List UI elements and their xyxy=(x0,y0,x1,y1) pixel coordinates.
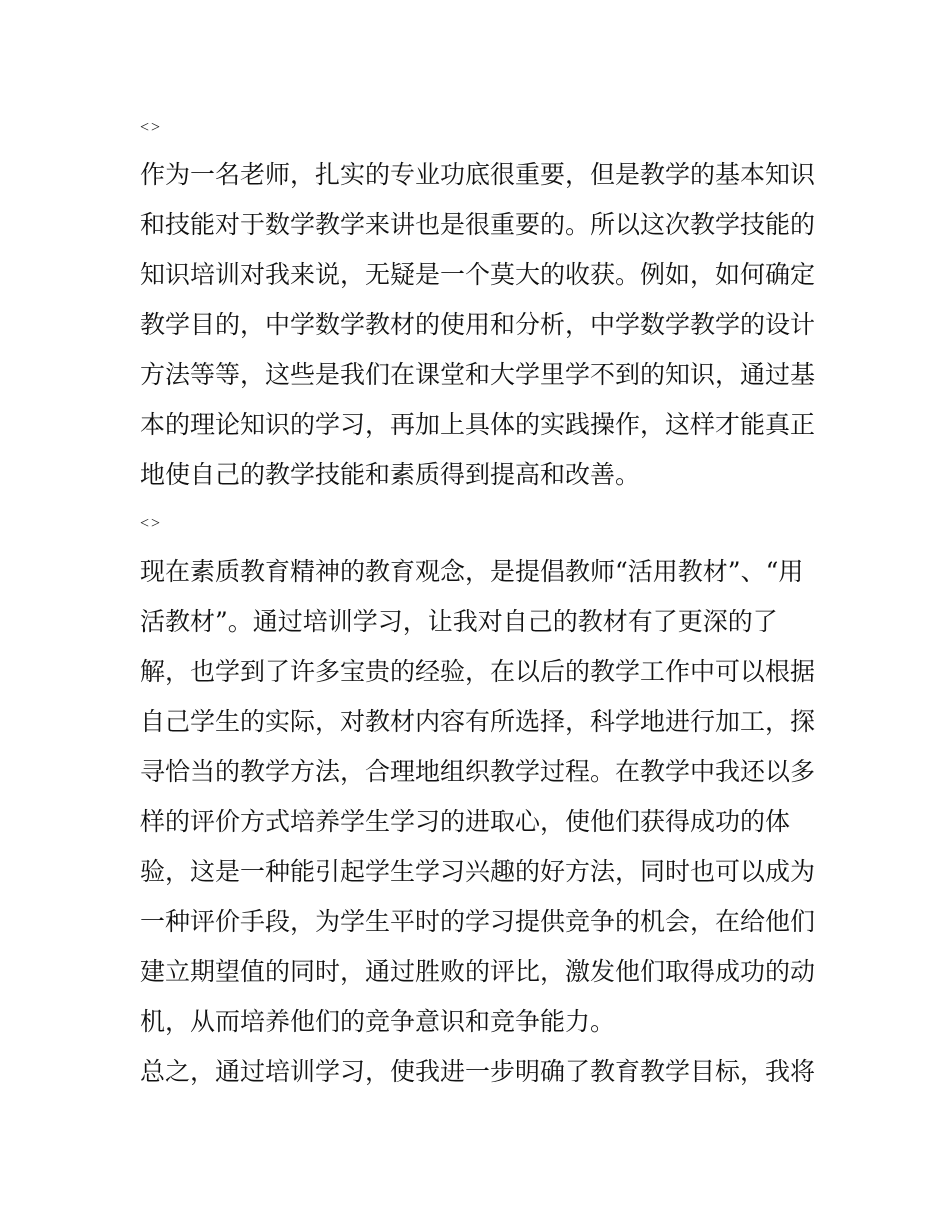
text-line: 教学目的，中学数学教材的使用和分析，中学数学教学的设计 xyxy=(140,310,816,339)
text-line: 作为一名老师，扎实的专业功底很重要，但是教学的基本知识 xyxy=(140,160,816,189)
text-line: 地使自己的教学技能和素质得到提高和改善。 xyxy=(140,460,641,489)
text-line: 一种评价手段，为学生平时的学习提供竞争的机会，在给他们 xyxy=(140,907,816,936)
text-line: 总之，通过培训学习，使我进一步明确了教育教学目标，我将 xyxy=(140,1057,816,1086)
section-marker: <> xyxy=(140,515,163,532)
text-line: 和技能对于数学教学来讲也是很重要的。所以这次教学技能的 xyxy=(140,210,816,239)
section-marker: <> xyxy=(140,119,163,136)
text-line: 活教材”。通过培训学习，让我对自己的教材有了更深的了 xyxy=(140,607,778,636)
text-line: 样的评价方式培养学生学习的进取心，使他们获得成功的体 xyxy=(140,807,791,836)
text-line: 建立期望值的同时，通过胜败的评比，激发他们取得成功的动 xyxy=(140,957,816,986)
text-line: 寻恰当的教学方法，合理地组织教学过程。在教学中我还以多 xyxy=(140,757,816,786)
text-line: 解，也学到了许多宝贵的经验，在以后的教学工作中可以根据 xyxy=(140,657,816,686)
text-line: 现在素质教育精神的教育观念，是提倡教师“活用教材”、“用 xyxy=(140,557,804,586)
text-line: 验，这是一种能引起学生学习兴趣的好方法，同时也可以成为 xyxy=(140,857,816,886)
text-line: 本的理论知识的学习，再加上具体的实践操作，这样才能真正 xyxy=(140,410,816,439)
text-line: 知识培训对我来说，无疑是一个莫大的收获。例如，如何确定 xyxy=(140,260,816,289)
text-line: 方法等等，这些是我们在课堂和大学里学不到的知识，通过基 xyxy=(140,360,816,389)
text-line: 机，从而培养他们的竞争意识和竞争能力。 xyxy=(140,1007,616,1036)
text-line: 自己学生的实际，对教材内容有所选择，科学地进行加工，探 xyxy=(140,707,816,736)
